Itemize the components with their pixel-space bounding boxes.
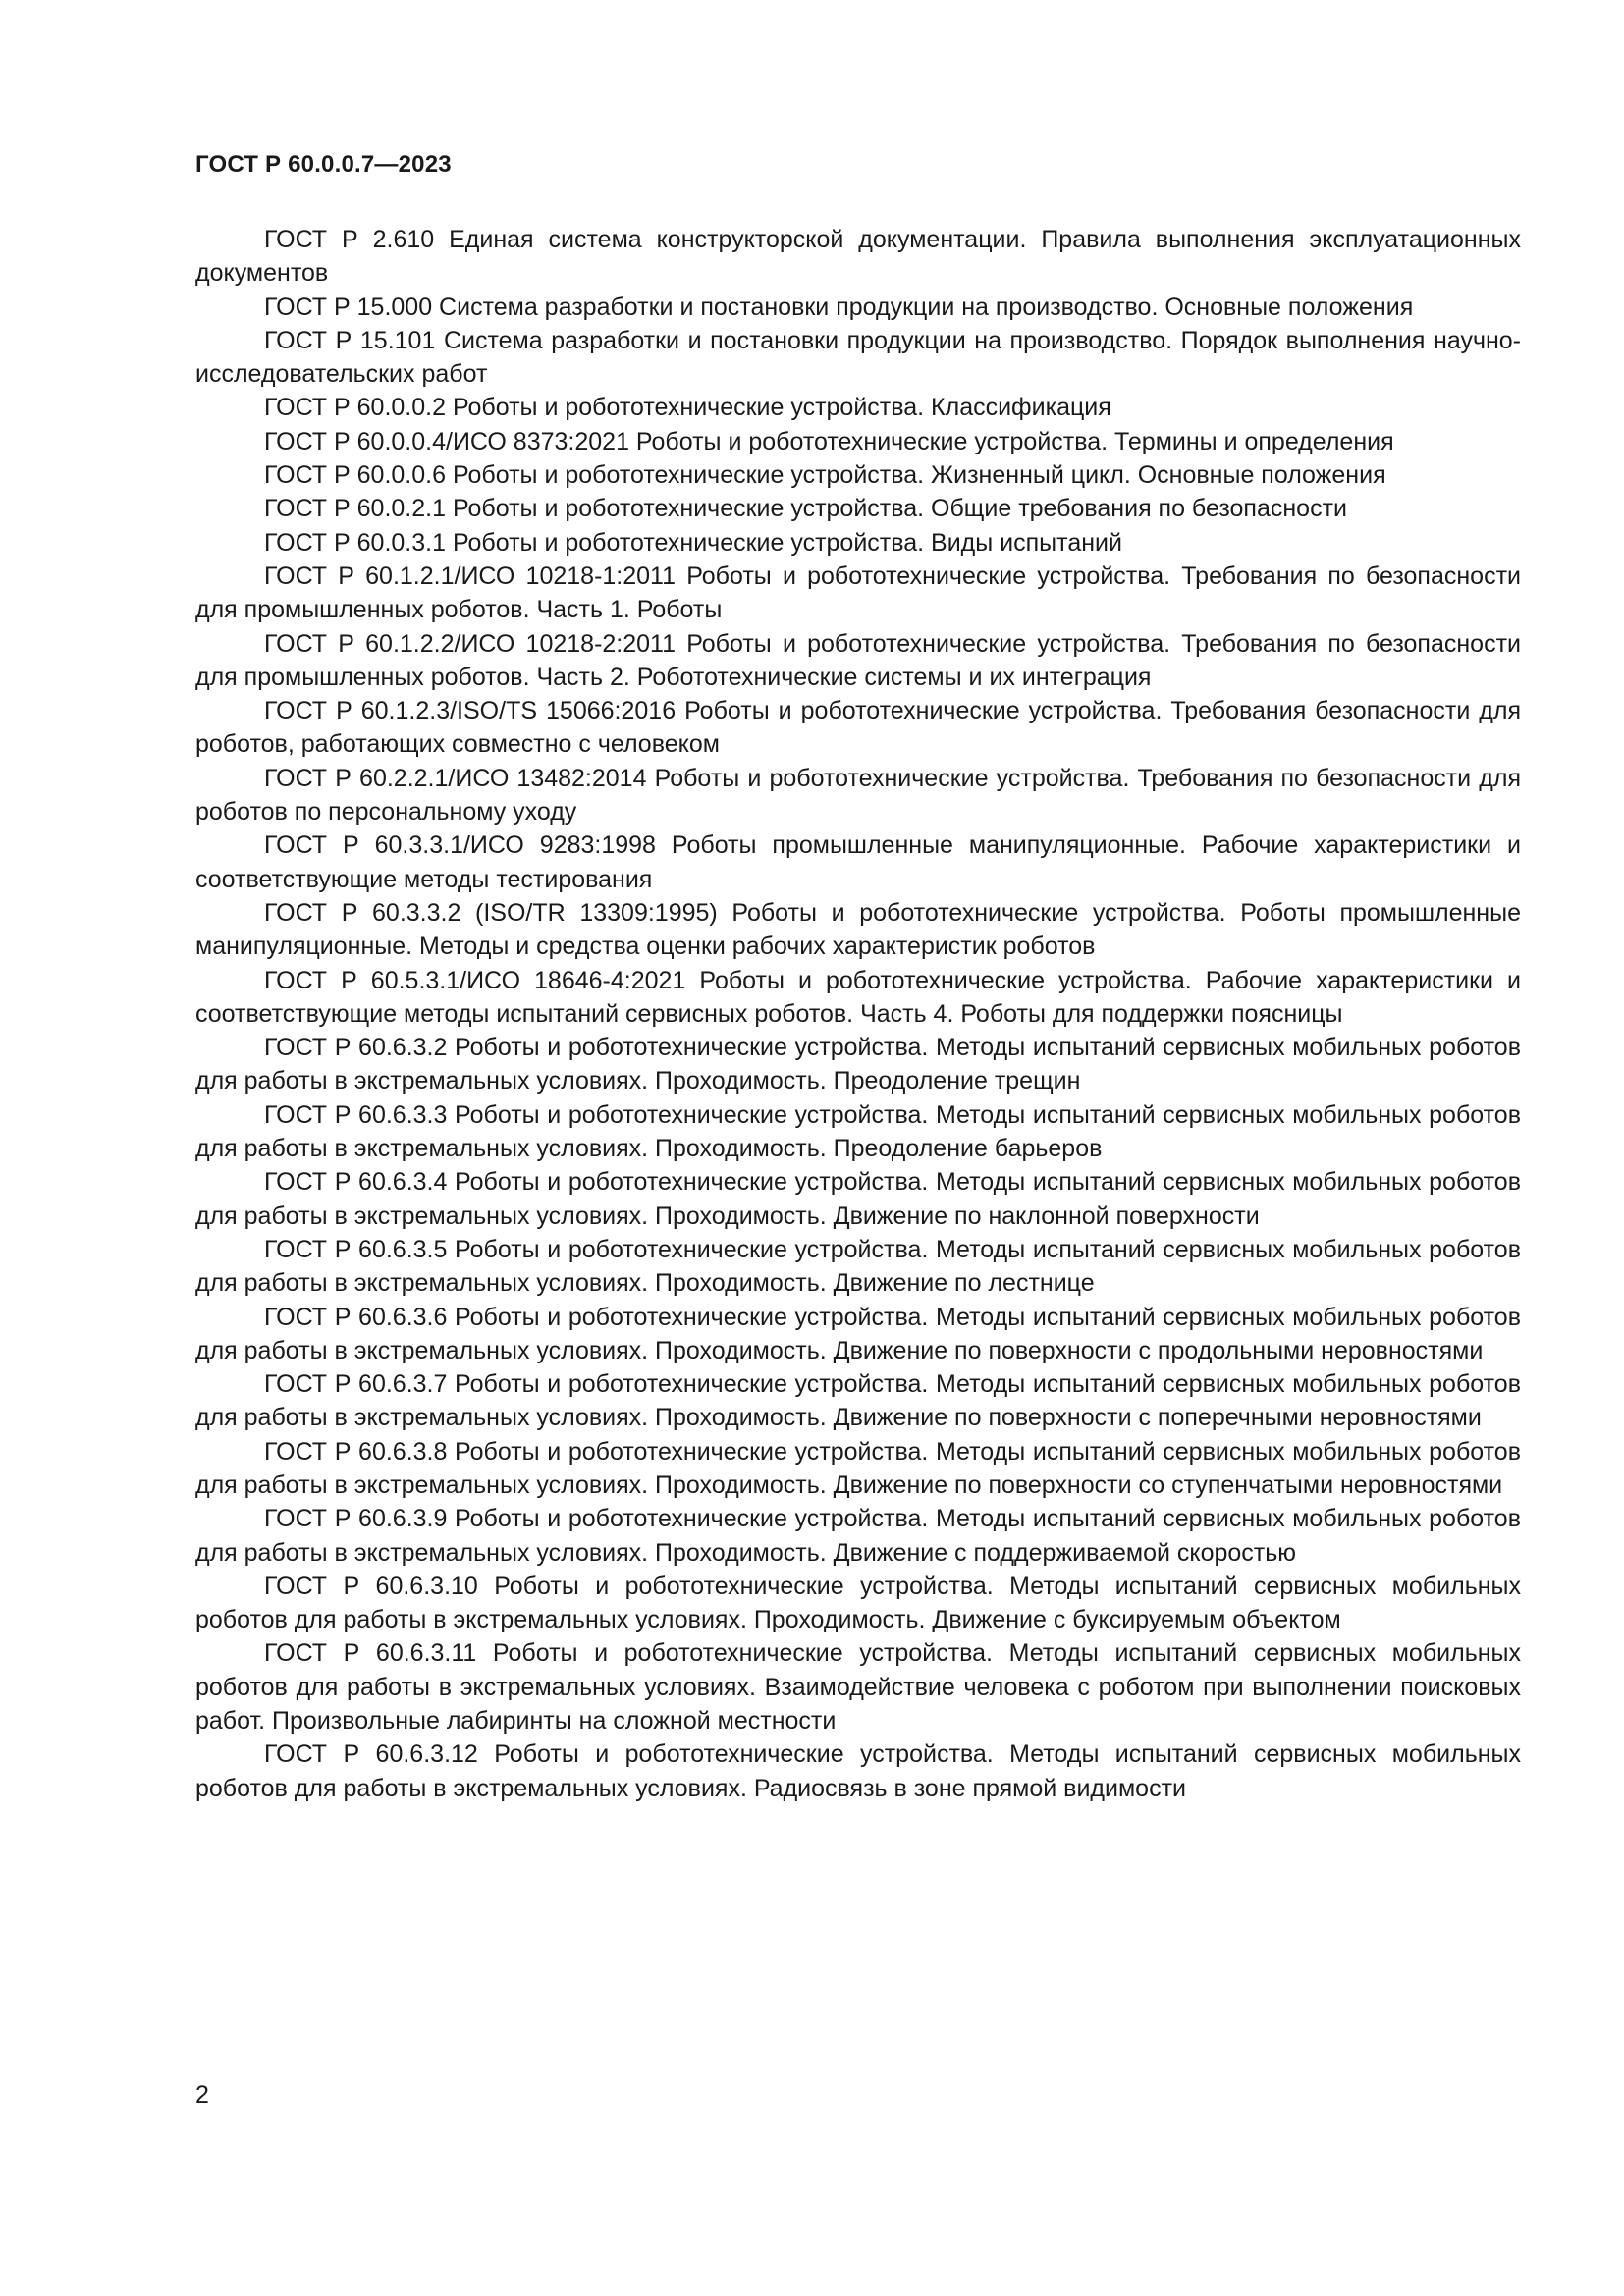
reference-item: ГОСТ Р 60.6.3.10 Роботы и робототехнические устройства. Методы испытаний сервисных мобильных роботов для работы в экстремальных условиях. Проходимость. Движение с буксируемым объектом xyxy=(195,1572,1521,1634)
reference-item: ГОСТ Р 60.0.3.1 Роботы и робототехнические устройства. Виды испытаний xyxy=(264,528,1122,557)
reference-item: ГОСТ Р 60.6.3.2 Роботы и робототехнические устройства. Методы испытаний сервисных мобильных роботов для работы в экстремальных условиях. Проходимость. Преодоление трещин xyxy=(195,1034,1521,1095)
reference-item: ГОСТ Р 60.5.3.1/ИСО 18646-4:2021 Роботы и робототехнические устройства. Рабочие характеристики и соответствующие методы испытаний сервисных роботов. Часть 4. Роботы для поддержки поясницы xyxy=(195,966,1521,1028)
reference-item: ГОСТ Р 60.0.0.6 Роботы и робототехнические устройства. Жизненный цикл. Основные положения xyxy=(264,461,1386,490)
reference-item: ГОСТ Р 60.0.0.2 Роботы и робототехнические устройства. Классификация xyxy=(264,394,1111,422)
normative-references-list xyxy=(195,223,1521,1805)
reference-item: ГОСТ Р 60.6.3.5 Роботы и робототехнические устройства. Методы испытаний сервисных мобильных роботов для работы в экстремальных условиях. Проходимость. Движение по лестнице xyxy=(195,1235,1521,1298)
reference-item: ГОСТ Р 60.1.2.1/ИСО 10218-1:2011 Роботы и робототехнические устройства. Требования по безопасности для промышленных роботов. Часть 1. Роботы xyxy=(195,561,1521,624)
reference-item: ГОСТ Р 60.1.2.3/ISO/TS 15066:2016 Роботы и робототехнические устройства. Требования безопасности для роботов, работающих совместно с человеком xyxy=(195,697,1521,759)
reference-item: ГОСТ Р 60.6.3.3 Роботы и робототехнические устройства. Методы испытаний сервисных мобильных роботов для работы в экстремальных условиях. Проходимость. Преодоление барьеров xyxy=(195,1100,1521,1163)
reference-item: ГОСТ Р 60.6.3.8 Роботы и робототехнические устройства. Методы испытаний сервисных мобильных роботов для работы в экстремальных условиях. Проходимость. Движение по поверхности со ступенчатыми неровностями xyxy=(195,1437,1521,1499)
reference-item: ГОСТ Р 60.0.0.4/ИСО 8373:2021 Роботы и робототехнические устройства. Термины и определения xyxy=(264,427,1394,455)
reference-item: ГОСТ Р 60.0.2.1 Роботы и робототехнические устройства. Общие требования по безопасности xyxy=(264,495,1347,523)
reference-item: ГОСТ Р 60.1.2.2/ИСО 10218-2:2011 Роботы и робототехнические устройства. Требования по безопасности для промышленных роботов. Часть 2. Робототехнические системы и их интеграция xyxy=(195,629,1521,691)
reference-item: ГОСТ Р 15.101 Система разработки и постановки продукции на производство. Порядок выполнения научно-исследовательских работ xyxy=(195,326,1521,389)
reference-item: ГОСТ Р 60.6.3.6 Роботы и робототехнические устройства. Методы испытаний сервисных мобильных роботов для работы в экстремальных условиях. Проходимость. Движение по поверхности с продольными неровностями xyxy=(195,1303,1521,1364)
reference-item: ГОСТ Р 60.3.3.1/ИСО 9283:1998 Роботы промышленные манипуляционные. Рабочие характеристики и соответствующие методы тестирования xyxy=(195,831,1521,893)
reference-item: ГОСТ Р 60.6.3.9 Роботы и робототехнические устройства. Методы испытаний сервисных мобильных роботов для работы в экстремальных условиях. Проходимость. Движение с поддерживаемой скоростью xyxy=(195,1505,1521,1567)
reference-item: ГОСТ Р 2.610 Единая система конструкторской документации. Правила выполнения эксплуатационных документов xyxy=(195,226,1521,288)
page-number: 2 xyxy=(195,2081,209,2109)
reference-item: ГОСТ Р 60.6.3.12 Роботы и робототехнические устройства. Методы испытаний сервисных мобильных роботов для работы в экстремальных условиях. Радиосвязь в зоне прямой видимости xyxy=(195,1740,1521,1802)
document-code-header: ГОСТ Р 60.0.0.7—2023 xyxy=(195,151,452,178)
reference-item: ГОСТ Р 60.2.2.1/ИСО 13482:2014 Роботы и робототехнические устройства. Требования по безопасности для роботов по персональному уходу xyxy=(195,764,1521,827)
reference-item: ГОСТ Р 60.6.3.4 Роботы и робототехнические устройства. Методы испытаний сервисных мобильных роботов для работы в экстремальных условиях. Проходимость. Движение по наклонной поверхности xyxy=(195,1168,1521,1230)
reference-item: ГОСТ Р 15.000 Система разработки и постановки продукции на производство. Основные положения xyxy=(264,293,1414,321)
reference-item: ГОСТ Р 60.6.3.11 Роботы и робототехнические устройства. Методы испытаний сервисных мобильных роботов для работы в экстремальных условиях. Взаимодействие человека с роботом при выполнении поисковых работ. Произвольные лабиринты на сложной местности xyxy=(195,1639,1521,1735)
reference-item: ГОСТ Р 60.3.3.2 (ISO/TR 13309:1995) Роботы и робототехнические устройства. Роботы промышленные манипуляционные. Методы и средства оценки рабочих характеристик роботов xyxy=(195,898,1521,961)
reference-item: ГОСТ Р 60.6.3.7 Роботы и робототехнические устройства. Методы испытаний сервисных мобильных роботов для работы в экстремальных условиях. Проходимость. Движение по поверхности с поперечными неровностями xyxy=(195,1370,1521,1432)
